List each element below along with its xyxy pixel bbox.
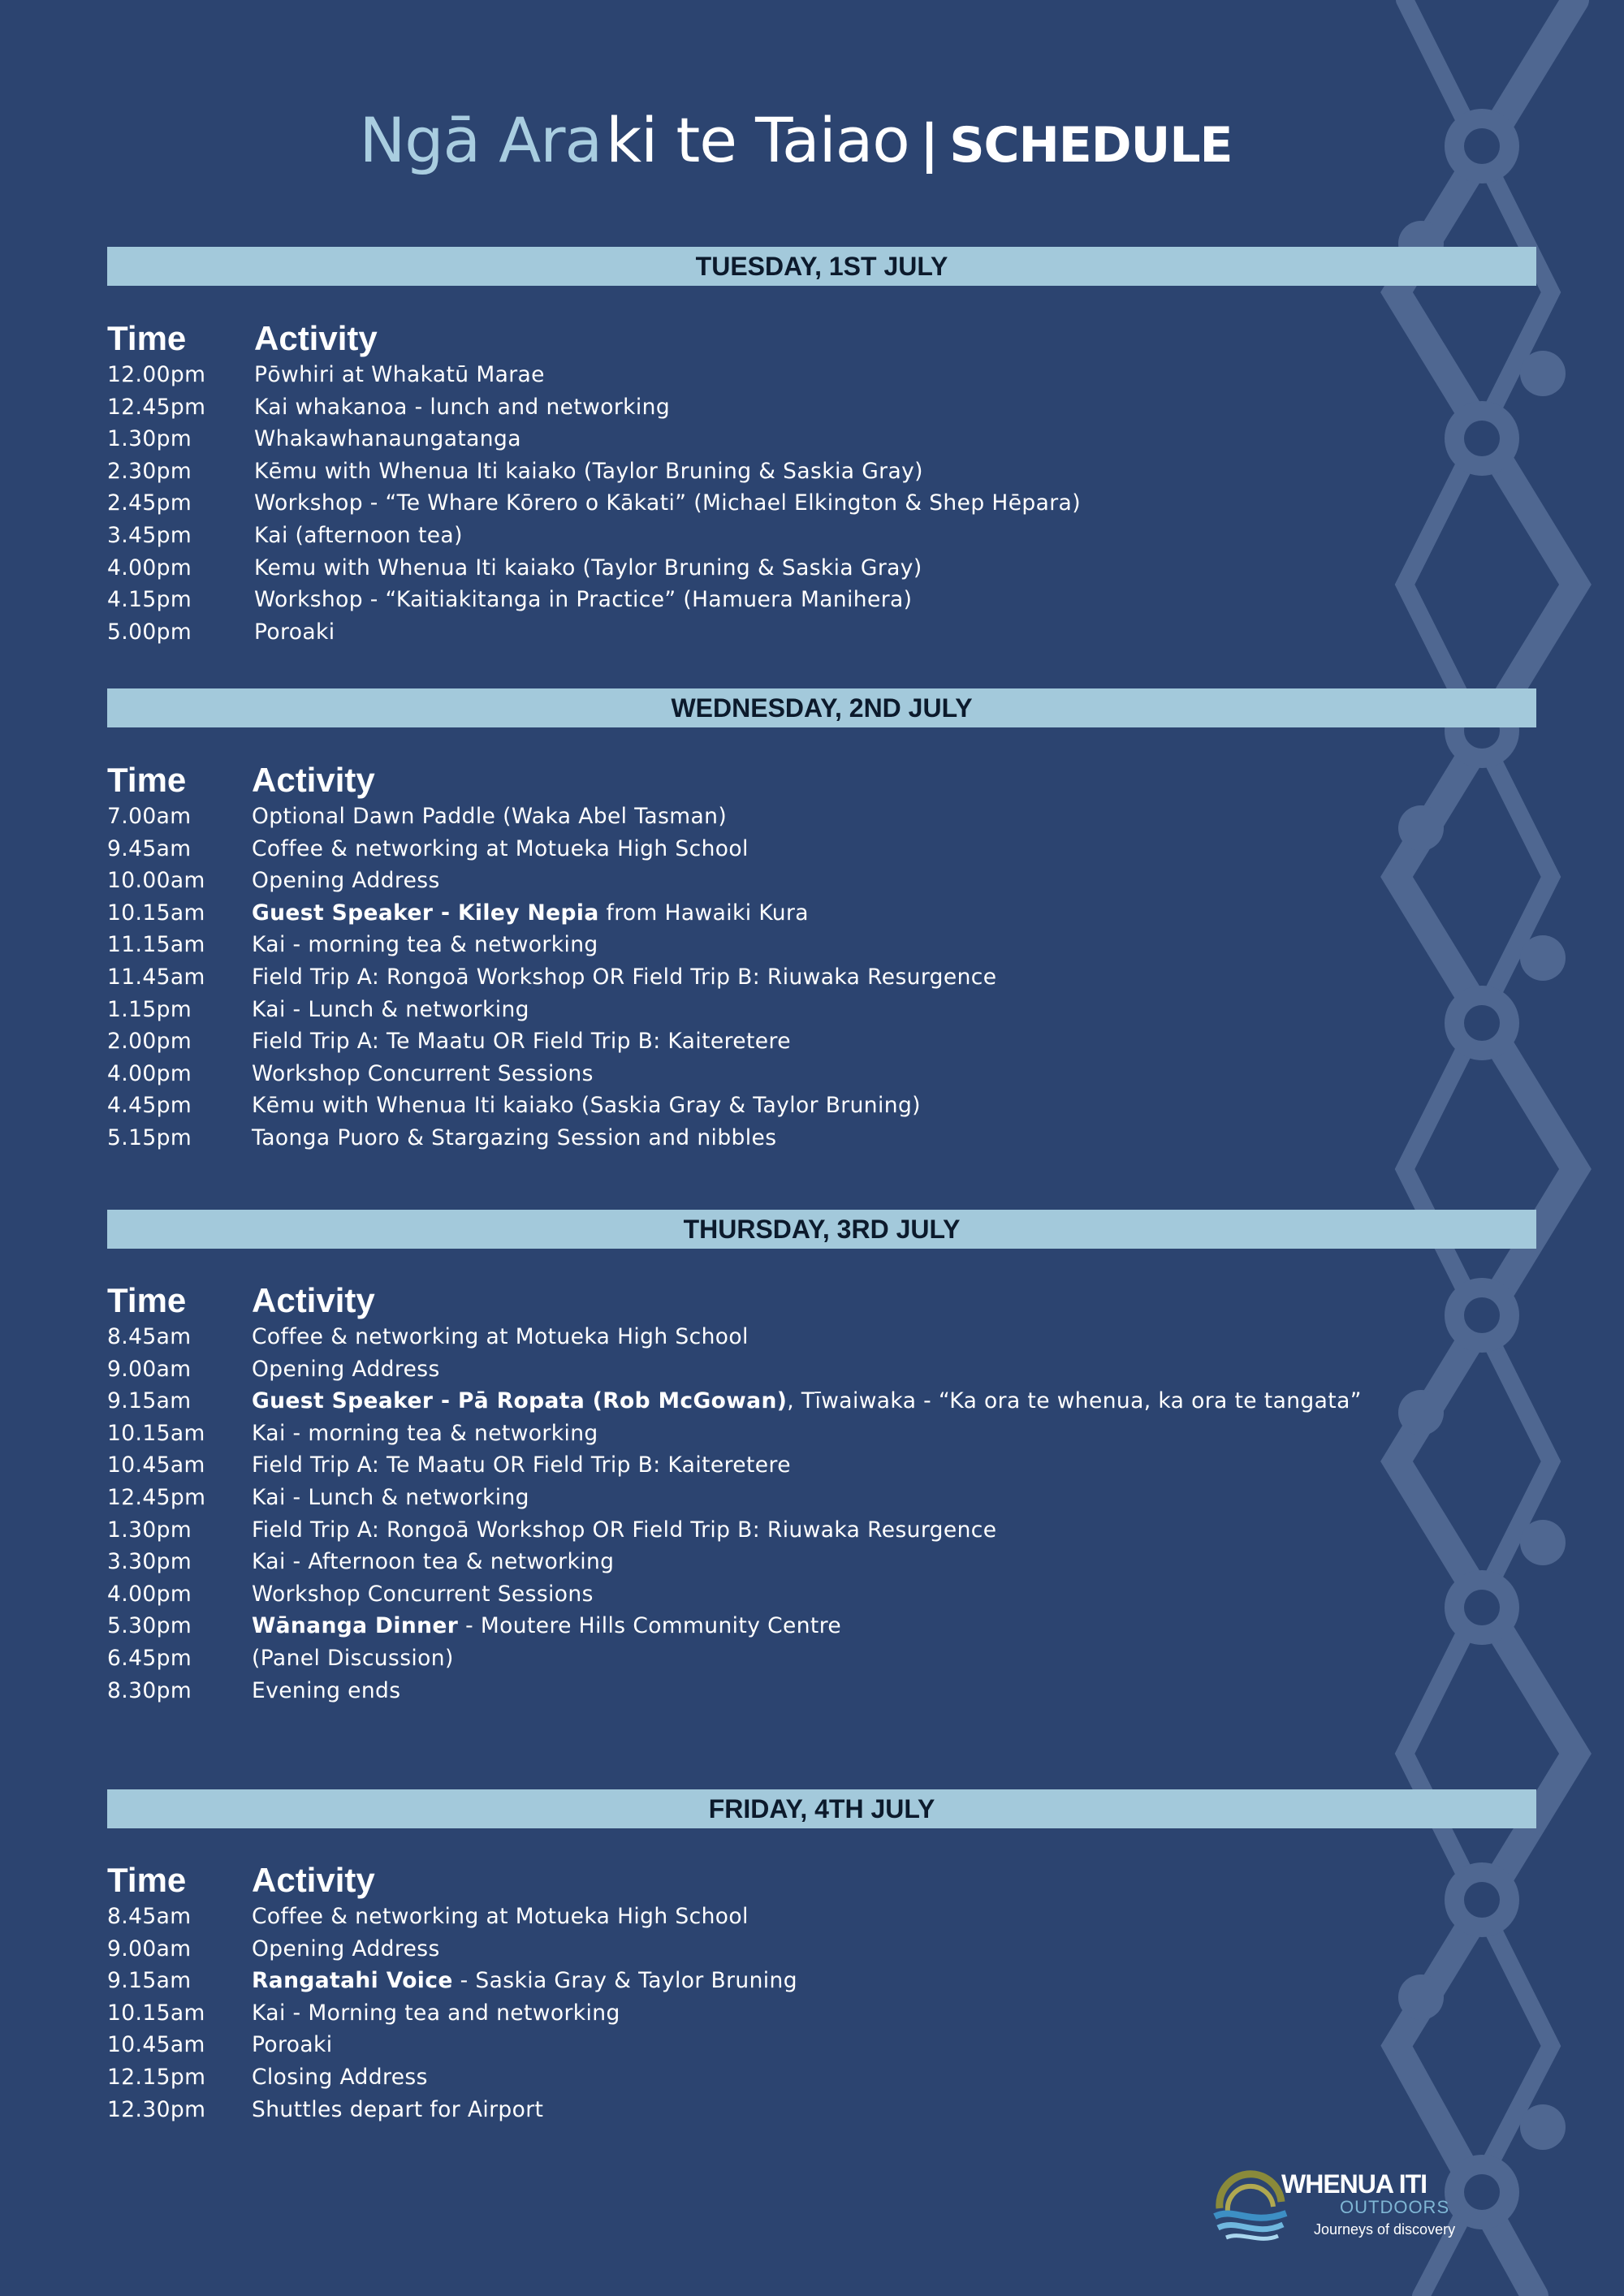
page-title — [0, 104, 1592, 176]
schedule-time: 10.45am — [107, 2032, 205, 2058]
schedule-activity: Kai - Afternoon tea & networking — [252, 1549, 615, 1575]
schedule-row — [107, 1122, 1374, 1154]
schedule-row — [107, 1449, 1374, 1482]
schedule-time: 6.45pm — [107, 1645, 192, 1671]
schedule-row — [107, 1090, 1374, 1122]
schedule-time: 4.00pm — [107, 1060, 192, 1086]
schedule-activity: Coffee & networking at Motueka High School — [252, 835, 749, 861]
schedule-activity: (Panel Discussion) — [252, 1645, 454, 1671]
schedule-activity: Field Trip A: Te Maatu OR Field Trip B: Kaiteretere — [252, 1029, 791, 1055]
schedule-time: 3.30pm — [107, 1549, 192, 1575]
koru-pattern-icon — [1372, 0, 1592, 2296]
schedule-row — [107, 897, 1374, 930]
schedule-activity: Optional Dawn Paddle (Waka Abel Tasman) — [252, 804, 728, 829]
schedule-activity: Kēmu with Whenua Iti kaiako (Saskia Gray & Taylor Bruning) — [252, 1093, 921, 1119]
schedule-row — [107, 1610, 1374, 1642]
schedule-row — [107, 359, 1374, 391]
schedule-row — [107, 1901, 1374, 1933]
schedule-row — [107, 2029, 1374, 2061]
schedule-time: 8.30pm — [107, 1677, 192, 1703]
schedule-activity-highlight: Rangatahi Voice — [252, 1968, 453, 1994]
schedule-row — [107, 1385, 1374, 1418]
schedule-row — [107, 552, 1374, 585]
schedule-activity: Kemu with Whenua Iti kaiako (Taylor Bruning & Saskia Gray) — [254, 555, 922, 580]
title-part-1: Ngā Ara — [359, 104, 603, 176]
schedule-row — [107, 2061, 1374, 2094]
schedule-activity: Closing Address — [252, 2064, 428, 2090]
schedule-activity: Field Trip A: Te Maatu OR Field Trip B: Kaiteretere — [252, 1452, 791, 1478]
title-part-3: SCHEDULE — [949, 117, 1233, 174]
column-header-time: Time — [107, 1281, 187, 1319]
schedule-time: 8.45am — [107, 1904, 192, 1929]
schedule-time: 2.45pm — [107, 490, 192, 516]
schedule-activity: Opening Address — [252, 1356, 440, 1382]
whenua-iti-logo — [1210, 2166, 1478, 2247]
schedule-time: 12.15pm — [107, 2064, 206, 2090]
schedule-time: 4.00pm — [107, 555, 192, 580]
schedule-time: 5.30pm — [107, 1613, 192, 1639]
schedule-activity: Pōwhiri at Whakatū Marae — [254, 362, 545, 387]
schedule-time: 9.15am — [107, 1388, 192, 1414]
schedule-time: 10.45am — [107, 1452, 205, 1478]
schedule-time: 10.15am — [107, 2000, 205, 2026]
schedule-time: 2.30pm — [107, 458, 192, 484]
schedule-activity: Opening Address — [252, 1936, 440, 1962]
schedule-activity: Evening ends — [252, 1677, 401, 1703]
schedule-row — [107, 865, 1374, 897]
day-header-friday: FRIDAY, 4TH JULY — [107, 1789, 1536, 1828]
schedule-activity: Poroaki — [254, 619, 335, 645]
day-header-wednesday: WEDNESDAY, 2ND JULY — [107, 688, 1536, 727]
schedule-activity: Workshop Concurrent Sessions — [252, 1060, 594, 1086]
schedule-row — [107, 1933, 1374, 1966]
schedule-activity-detail: - Moutere Hills Community Centre — [458, 1613, 842, 1639]
schedule-activity — [252, 897, 809, 930]
schedule-activity — [252, 1965, 797, 1997]
schedule-time: 1.30pm — [107, 1517, 192, 1543]
schedule-time: 9.00am — [107, 1936, 192, 1962]
schedule-time: 2.00pm — [107, 1029, 192, 1055]
wave-sun-logo-icon — [1210, 2166, 1291, 2247]
day-schedule-wednesday — [107, 760, 1374, 1154]
schedule-row — [107, 487, 1374, 520]
schedule-activity-detail: from Hawaiki Kura — [598, 900, 809, 926]
schedule-activity-highlight: Guest Speaker - Pā Ropata (Rob McGowan) — [252, 1388, 788, 1414]
schedule-row — [107, 833, 1374, 865]
schedule-time: 4.45pm — [107, 1093, 192, 1119]
title-part-2: ki te Taiao — [606, 104, 909, 176]
schedule-activity: Kai - morning tea & networking — [252, 932, 598, 958]
schedule-row — [107, 1321, 1374, 1353]
schedule-activity: Kai whakanoa - lunch and networking — [254, 394, 671, 420]
schedule-row — [107, 391, 1374, 424]
column-header-time: Time — [107, 761, 187, 799]
schedule-activity-detail: , Tīwaiwaka - “Ka ora te whenua, ka ora te tangata” — [787, 1388, 1362, 1414]
schedule-row — [107, 1546, 1374, 1578]
schedule-time: 12.45pm — [107, 394, 206, 420]
schedule-time: 12.00pm — [107, 362, 206, 387]
column-header-activity: Activity — [254, 319, 378, 357]
schedule-row — [107, 423, 1374, 455]
schedule-activity — [252, 1610, 841, 1642]
column-header-time: Time — [107, 319, 187, 357]
schedule-time: 5.00pm — [107, 619, 192, 645]
schedule-time: 10.15am — [107, 1420, 205, 1446]
schedule-activity: Coffee & networking at Motueka High School — [252, 1904, 749, 1929]
schedule-activity: Kai (afternoon tea) — [254, 522, 463, 548]
schedule-row — [107, 1675, 1374, 1707]
schedule-row — [107, 1353, 1374, 1386]
schedule-time: 5.15pm — [107, 1124, 192, 1150]
schedule-time: 9.45am — [107, 835, 192, 861]
schedule-row — [107, 1058, 1374, 1090]
schedule-activity-highlight: Wānanga Dinner — [252, 1613, 459, 1639]
schedule-time: 12.45pm — [107, 1484, 206, 1510]
schedule-activity: Workshop - “Kaitiakitanga in Practice” (Hamuera Manihera) — [254, 587, 913, 613]
schedule-row — [107, 929, 1374, 961]
schedule-time: 10.15am — [107, 900, 205, 926]
schedule-activity: Workshop Concurrent Sessions — [252, 1581, 594, 1607]
column-header-activity: Activity — [252, 1281, 375, 1319]
column-header-activity: Activity — [252, 761, 375, 799]
schedule-activity: Workshop - “Te Whare Kōrero o Kākati” (Michael Elkington & Shep Hēpara) — [254, 490, 1081, 516]
schedule-row — [107, 1514, 1374, 1547]
schedule-activity: Shuttles depart for Airport — [252, 2096, 544, 2122]
schedule-row — [107, 1578, 1374, 1611]
schedule-row — [107, 2094, 1374, 2126]
schedule-time: 4.15pm — [107, 587, 192, 613]
schedule-row — [107, 1642, 1374, 1675]
schedule-time: 3.45pm — [107, 522, 192, 548]
schedule-activity: Opening Address — [252, 868, 440, 894]
schedule-activity: Field Trip A: Rongoā Workshop OR Field Trip B: Riuwaka Resurgence — [252, 1517, 997, 1543]
schedule-activity: Field Trip A: Rongoā Workshop OR Field Trip B: Riuwaka Resurgence — [252, 964, 997, 990]
schedule-row — [107, 520, 1374, 552]
schedule-activity — [252, 1385, 1362, 1418]
schedule-time: 4.00pm — [107, 1581, 192, 1607]
schedule-activity: Kai - Morning tea and networking — [252, 2000, 620, 2026]
schedule-activity: Taonga Puoro & Stargazing Session and nibbles — [252, 1124, 777, 1150]
schedule-activity: Coffee & networking at Motueka High School — [252, 1324, 749, 1349]
day-header-thursday: THURSDAY, 3RD JULY — [107, 1210, 1536, 1249]
day-schedule-thursday — [107, 1280, 1374, 1707]
schedule-activity-detail: - Saskia Gray & Taylor Bruning — [452, 1968, 797, 1994]
schedule-row — [107, 1482, 1374, 1514]
logo-brand: WHENUA ITI — [1281, 2169, 1427, 2199]
schedule-time: 10.00am — [107, 868, 205, 894]
schedule-activity: Kai - Lunch & networking — [252, 996, 529, 1022]
schedule-time: 12.30pm — [107, 2096, 206, 2122]
schedule-row — [107, 994, 1374, 1026]
schedule-row — [107, 1418, 1374, 1450]
schedule-activity: Kai - morning tea & networking — [252, 1420, 598, 1446]
title-separator: | — [919, 114, 939, 175]
schedule-time: 1.15pm — [107, 996, 192, 1022]
logo-tagline: Journeys of discovery — [1314, 2221, 1456, 2238]
column-header-time: Time — [107, 1861, 187, 1899]
logo-sub: OUTDOORS — [1340, 2197, 1450, 2217]
schedule-row — [107, 1965, 1374, 1997]
schedule-row — [107, 961, 1374, 994]
column-header-activity: Activity — [252, 1861, 375, 1899]
schedule-time: 9.15am — [107, 1968, 192, 1994]
schedule-activity: Kai - Lunch & networking — [252, 1484, 529, 1510]
schedule-time: 11.45am — [107, 964, 205, 990]
schedule-time: 9.00am — [107, 1356, 192, 1382]
day-schedule-tuesday — [107, 318, 1374, 648]
schedule-row — [107, 1025, 1374, 1058]
schedule-time: 8.45am — [107, 1324, 192, 1349]
schedule-row — [107, 455, 1374, 488]
schedule-activity-highlight: Guest Speaker - Kiley Nepia — [252, 900, 599, 926]
schedule-activity: Whakawhanaungatanga — [254, 426, 521, 452]
schedule-activity: Poroaki — [252, 2032, 333, 2058]
schedule-row — [107, 801, 1374, 833]
schedule-row — [107, 1997, 1374, 2030]
schedule-row — [107, 584, 1374, 616]
schedule-row — [107, 616, 1374, 649]
schedule-time: 11.15am — [107, 932, 205, 958]
schedule-time: 1.30pm — [107, 426, 192, 452]
day-schedule-friday — [107, 1860, 1374, 2126]
day-header-tuesday: TUESDAY, 1ST JULY — [107, 247, 1536, 286]
schedule-activity: Kēmu with Whenua Iti kaiako (Taylor Bruning & Saskia Gray) — [254, 458, 923, 484]
schedule-time: 7.00am — [107, 804, 192, 829]
